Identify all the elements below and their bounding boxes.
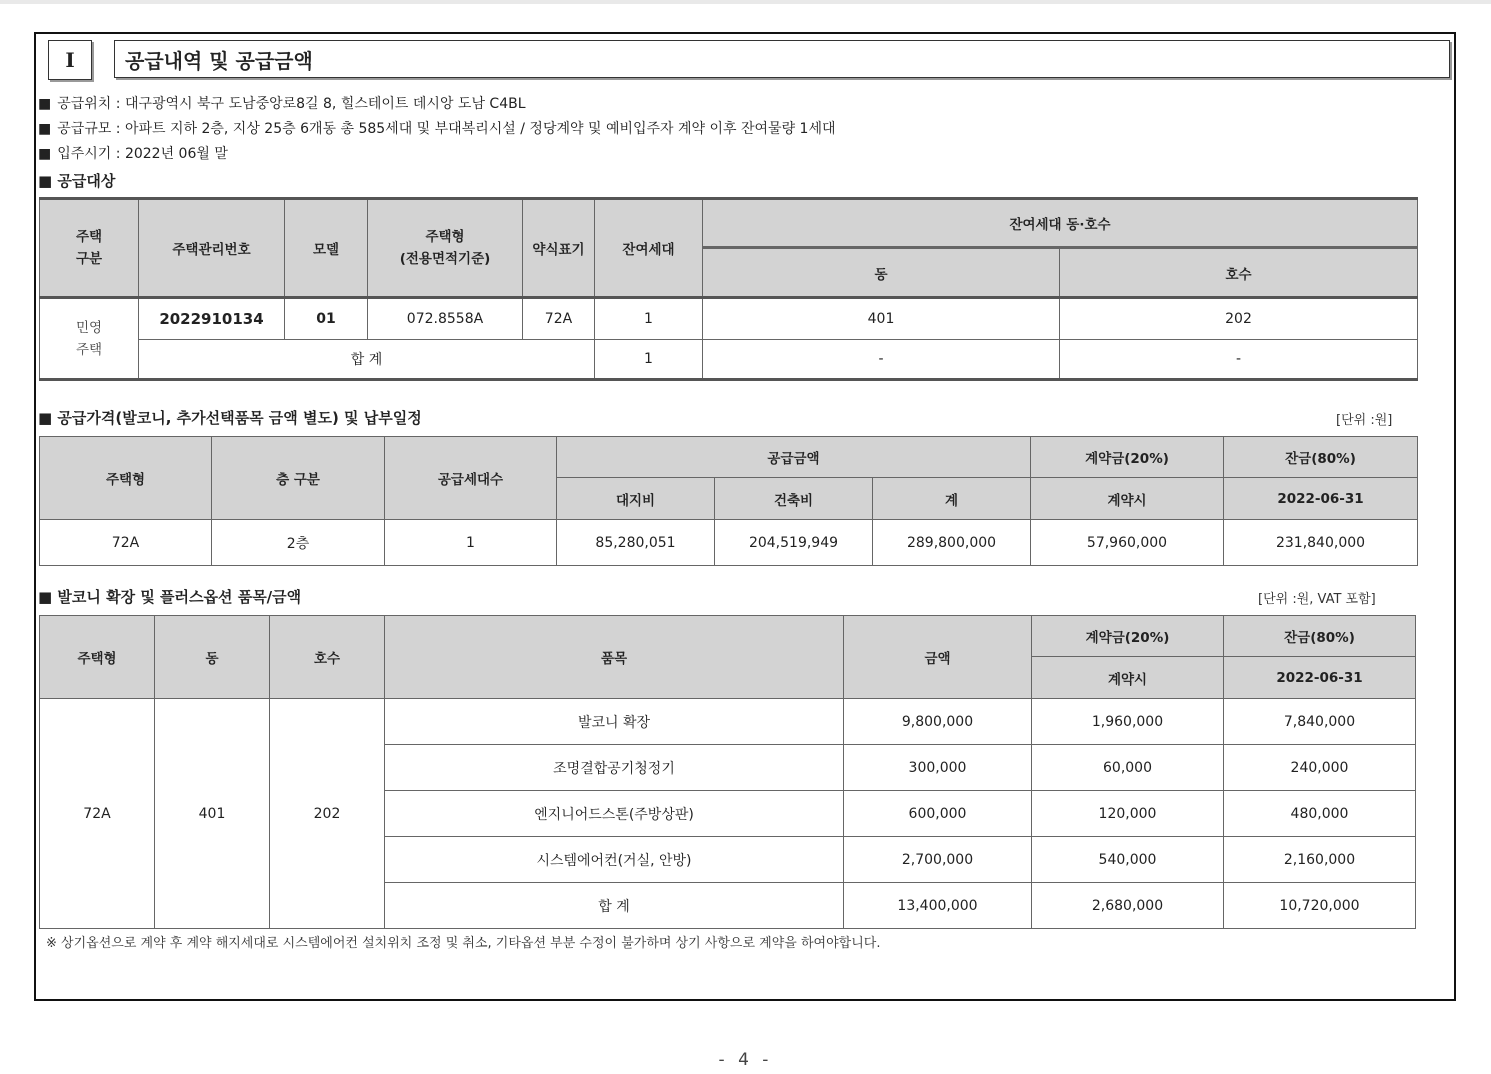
header-deposit: 계약금(20%)	[1032, 616, 1224, 657]
bullet-square-icon: ■	[38, 409, 53, 427]
info-location-text: 공급위치 : 대구광역시 북구 도남중앙로8길 8, 힐스테이트 데시앙 도남 C4BL	[57, 96, 526, 112]
cell-balance: 240,000	[1224, 745, 1416, 791]
header-amount: 금액	[844, 616, 1032, 699]
header-units: 공급세대수	[385, 437, 557, 520]
cell-dong: 401	[155, 699, 270, 929]
options-table	[39, 615, 1416, 929]
cell-deposit: 540,000	[1032, 837, 1224, 883]
cell-housing-type: 72A	[40, 699, 155, 929]
cell-amount: 2,700,000	[844, 837, 1032, 883]
cell-total-ho: -	[1060, 340, 1418, 380]
cell-units: 1	[385, 520, 557, 566]
cell-floor: 2층	[212, 520, 385, 566]
cell-total-dong: -	[703, 340, 1060, 380]
cell-house-category: 민영 주택	[40, 298, 139, 380]
header-mgmt-no: 주택관리번호	[139, 199, 285, 298]
cell-total-label: 합 계	[139, 340, 595, 380]
cell-balance: 231,840,000	[1224, 520, 1418, 566]
header-balance: 잔금(80%)	[1224, 437, 1418, 478]
header-deposit-when: 계약시	[1032, 657, 1224, 699]
bullet-square-icon: ■	[38, 588, 53, 606]
header-item: 품목	[385, 616, 844, 699]
header-deposit: 계약금(20%)	[1031, 437, 1224, 478]
cell-item: 시스템에어컨(거실, 안방)	[385, 837, 844, 883]
price-heading	[38, 407, 422, 428]
cell-abbr: 72A	[523, 298, 595, 340]
cell-item: 조명결합공기청정기	[385, 745, 844, 791]
cell-deposit: 60,000	[1032, 745, 1224, 791]
header-dong-ho: 잔여세대 동·호수	[703, 199, 1418, 248]
cell-item: 엔지니어드스톤(주방상판)	[385, 791, 844, 837]
cell-deposit: 57,960,000	[1031, 520, 1224, 566]
cell-remaining: 1	[595, 298, 703, 340]
header-building: 건축비	[715, 478, 873, 520]
section-title: 공급내역 및 공급금액	[114, 40, 1450, 78]
bullet-square-icon: ■	[38, 96, 52, 112]
cell-deposit: 1,960,000	[1032, 699, 1224, 745]
target-heading	[38, 170, 115, 191]
header-housing-type: 주택형	[40, 437, 212, 520]
header-ho: 호수	[270, 616, 385, 699]
cell-balance: 10,720,000	[1224, 883, 1416, 929]
header-balance-date: 2022-06-31	[1224, 478, 1418, 520]
cell-deposit: 120,000	[1032, 791, 1224, 837]
cell-item: 발코니 확장	[385, 699, 844, 745]
cell-sum: 289,800,000	[873, 520, 1031, 566]
price-table	[39, 436, 1418, 566]
bullet-square-icon: ■	[38, 146, 52, 162]
cell-housing-type: 072.8558A	[368, 298, 523, 340]
header-house-category: 주택 구분	[40, 199, 139, 298]
header-model: 모델	[285, 199, 368, 298]
cell-ho: 202	[270, 699, 385, 929]
header-balance-date: 2022-06-31	[1224, 657, 1416, 699]
header-floor: 층 구분	[212, 437, 385, 520]
options-note: ※ 상기옵션으로 계약 후 계약 해지세대로 시스템에어컨 설치위치 조정 및 취소, 기타옵션 부분 수정이 불가하며 상기 사항으로 계약을 하여야합니다.	[46, 936, 881, 951]
info-location	[38, 94, 526, 114]
cell-ho: 202	[1060, 298, 1418, 340]
cell-mgmt-no: 2022910134	[139, 298, 285, 340]
info-move-in	[38, 144, 228, 164]
header-dong: 동	[155, 616, 270, 699]
cell-balance: 2,160,000	[1224, 837, 1416, 883]
target-heading-text: 공급대상	[57, 172, 116, 190]
cell-balance: 480,000	[1224, 791, 1416, 837]
options-unit: [단위 :원, VAT 포함]	[1258, 592, 1376, 607]
top-border-strip	[0, 0, 1491, 4]
target-table	[39, 197, 1418, 381]
header-dong: 동	[703, 248, 1060, 298]
page-number: - 4 -	[718, 1050, 773, 1070]
header-deposit-when: 계약시	[1031, 478, 1224, 520]
info-move-in-text: 입주시기 : 2022년 06월 말	[57, 146, 228, 162]
info-scale-text: 공급규모 : 아파트 지하 2층, 지상 25층 6개동 총 585세대 및 부대복리시설 / 정당계약 및 예비입주자 계약 이후 잔여물량 1세대	[57, 121, 836, 137]
cell-amount: 9,800,000	[844, 699, 1032, 745]
bullet-square-icon: ■	[38, 172, 53, 190]
cell-deposit: 2,680,000	[1032, 883, 1224, 929]
header-abbr: 약식표기	[523, 199, 595, 298]
cell-item: 합 계	[385, 883, 844, 929]
header-housing-type: 주택형 (전용면적기준)	[368, 199, 523, 298]
cell-dong: 401	[703, 298, 1060, 340]
cell-balance: 7,840,000	[1224, 699, 1416, 745]
options-heading-text: 발코니 확장 및 플러스옵션 품목/금액	[57, 588, 302, 606]
header-housing-type: 주택형	[40, 616, 155, 699]
cell-amount: 600,000	[844, 791, 1032, 837]
price-heading-text: 공급가격(발코니, 추가선택품목 금액 별도) 및 납부일정	[57, 409, 422, 427]
cell-housing-type: 72A	[40, 520, 212, 566]
options-heading	[38, 586, 301, 607]
header-remaining: 잔여세대	[595, 199, 703, 298]
header-sum: 계	[873, 478, 1031, 520]
cell-model: 01	[285, 298, 368, 340]
cell-amount: 13,400,000	[844, 883, 1032, 929]
header-ho: 호수	[1060, 248, 1418, 298]
info-scale	[38, 119, 836, 139]
header-land: 대지비	[557, 478, 715, 520]
cell-amount: 300,000	[844, 745, 1032, 791]
section-number: I	[48, 40, 92, 80]
cell-land: 85,280,051	[557, 520, 715, 566]
header-balance: 잔금(80%)	[1224, 616, 1416, 657]
cell-building: 204,519,949	[715, 520, 873, 566]
cell-total-remaining: 1	[595, 340, 703, 380]
header-supply-amount: 공급금액	[557, 437, 1031, 478]
price-unit: [단위 :원]	[1336, 413, 1393, 428]
bullet-square-icon: ■	[38, 121, 52, 137]
